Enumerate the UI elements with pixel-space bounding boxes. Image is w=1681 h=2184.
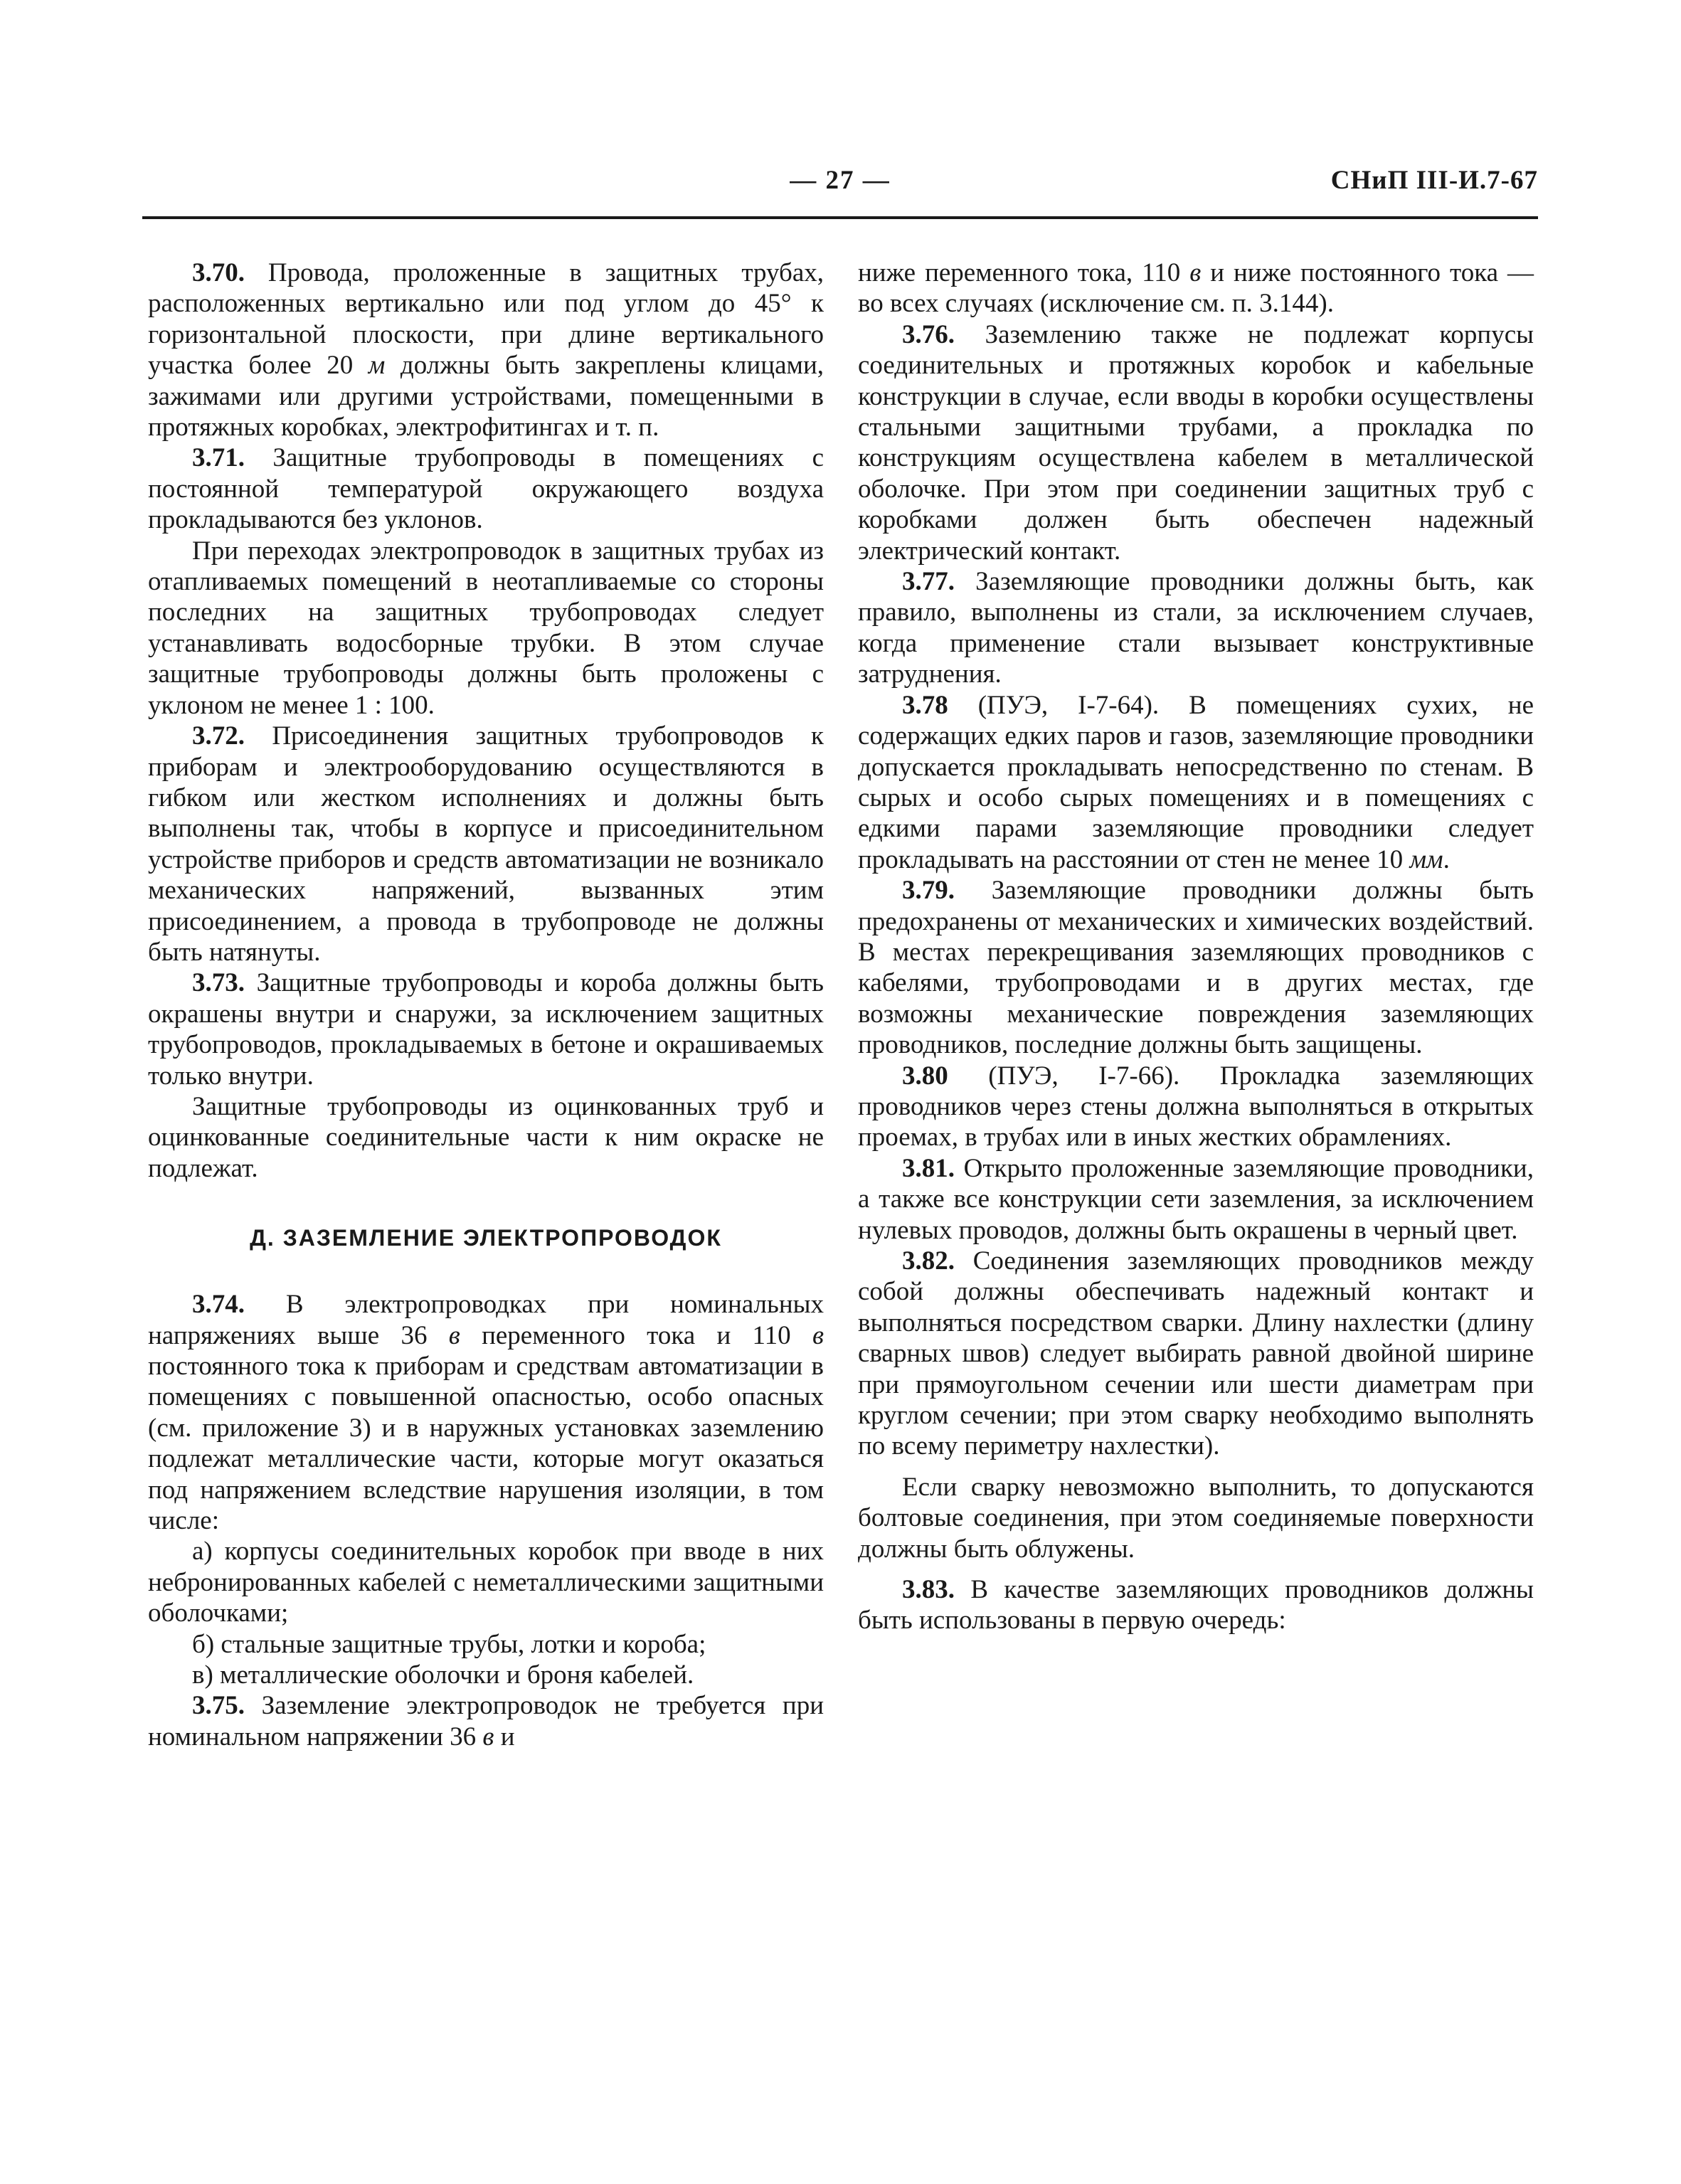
paragraph-text: и ниже постоянного тока — во всех случаях (исключение см. п. 3.144). bbox=[858, 258, 1534, 319]
paragraph-text: В качестве заземляющих проводников должны быть использованы в первую очередь: bbox=[858, 1575, 1534, 1636]
clause-number: 3.72. bbox=[192, 721, 245, 751]
unit-label: в bbox=[448, 1320, 460, 1350]
paragraph-3-71-continued: При переходах электропроводок в защитных трубах из отапливаемых помещений в неотапливаемые со стороны последних на защитных трубопроводах следует устанавливать водосборные трубки. В этом случае защитные трубопроводы должны быть проложены с уклоном не менее 1 : 100. bbox=[148, 536, 824, 720]
paragraph-3-74 bbox=[148, 1289, 824, 1536]
paragraph-text: В электропроводках при номинальных напряжениях выше 36 bbox=[148, 1290, 824, 1350]
paragraph-text: Открыто проложенные заземляющие проводники, а также все конструкции сети заземления, за исключением нулевых проводов, должны быть окрашены в черный цвет. bbox=[858, 1153, 1534, 1245]
paragraph-text: постоянного тока к приборам и средствам автоматизации в помещениях с повышенной опасностью, особо опасных (см. приложение 3) и в наружных установках заземлению подлежат металлические части, которые могут оказаться под напряжением вследствие нарушения изоляции, в том числе: bbox=[148, 1352, 824, 1536]
clause-number: 3.80 bbox=[902, 1061, 948, 1091]
clause-number: 3.73. bbox=[192, 968, 245, 998]
paragraph-3-80 bbox=[858, 1061, 1534, 1153]
page-header bbox=[142, 165, 1538, 208]
paragraph-text: и bbox=[494, 1722, 515, 1751]
paragraph-text: ниже переменного тока, 110 bbox=[858, 258, 1190, 287]
clause-number: 3.77. bbox=[902, 567, 955, 597]
paragraph-3-82-continued: Если сварку невозможно выполнить, то допускаются болтовые соединения, при этом соединяемые поверхности должны быть облужены. bbox=[858, 1472, 1534, 1564]
left-column bbox=[148, 258, 824, 1752]
paragraph-3-81 bbox=[858, 1153, 1534, 1246]
clause-number: 3.82. bbox=[902, 1246, 955, 1276]
spacer bbox=[858, 1564, 1534, 1574]
clause-number: 3.74. bbox=[192, 1290, 245, 1320]
header-rule bbox=[142, 216, 1538, 219]
unit-label: мм bbox=[1409, 844, 1443, 874]
paragraph-text: Соединения заземляющих проводников между собой должны обеспечивать надежный контакт и выполняться посредством сварки. Длину нахлестки (длину сварных швов) следует выбирать равной двойной ширине при прямоугольном сечении или шести диаметрам при круглом сечении; при этом сварку необходимо выполнять по всему периметру нахлестки). bbox=[858, 1246, 1534, 1461]
paragraph-3-76 bbox=[858, 319, 1534, 566]
clause-number: 3.78 bbox=[902, 690, 948, 720]
paragraph-3-78 bbox=[858, 690, 1534, 875]
paragraph-text: должны быть закреплены клицами, зажимами или другими устройствами, помещенными в протяжных коробках, электрофитингах и т. п. bbox=[148, 351, 824, 442]
paragraph-3-83 bbox=[858, 1574, 1534, 1636]
page-number: — 27 — bbox=[790, 166, 891, 195]
unit-label: в bbox=[812, 1320, 824, 1350]
paragraph-text: (ПУЭ, I-7-64). В помещениях сухих, не содержащих едких паров и газов, заземляющие проводники допускается прокладывать непосредственно по стенам. В сырых и особо сырых помещениях и в помещениях с едкими парами заземляющие проводники следует прокладывать на расстоянии от стен не менее 10 bbox=[858, 690, 1534, 874]
paragraph-text: Заземляющие проводники должны быть, как правило, выполнены из стали, за исключением случаев, когда применение стали вызывает конструктивные затруднения. bbox=[858, 567, 1534, 689]
paragraph-text: Провода, проложенные в защитных трубах, расположенных вертикально или под углом до 45° к горизонтальной плоскости, при длине вертикального участка более 20 bbox=[148, 258, 824, 381]
clause-number: 3.71. bbox=[192, 443, 245, 473]
paragraph-text: Защитные трубопроводы в помещениях с постоянной температурой окружающего воздуха прокладываются без уклонов. bbox=[148, 443, 824, 535]
paragraph-text: Присоединения защитных трубопроводов к приборам и электрооборудованию осуществляются в гибком или жестком исполнениях и должны быть выполнены так, чтобы в корпусе и присоединительном устройстве приборов и средств автоматизации не возникало механических напряжений, вызванных этим присоединением, а провода в трубопроводе не должны быть натянуты. bbox=[148, 721, 824, 967]
list-item-a: а) корпусы соединительных коробок при вводе в них небронированных кабелей с неметаллическими защитными оболочками; bbox=[148, 1537, 824, 1628]
paragraph-text: Заземлению также не подлежат корпусы соединительных и протяжных коробок и кабельные конструкции в случае, если вводы в коробки осуществлены стальными защитными трубами, а прокладка по конструкциям осуществлена кабелем в металлической оболочке. При этом при соединении защитных труб с коробками должен быть обеспечен надежный электрический контакт. bbox=[858, 319, 1534, 566]
paragraph-3-79 bbox=[858, 875, 1534, 1060]
document-code: СНиП III-И.7-67 bbox=[1330, 166, 1538, 195]
clause-number: 3.70. bbox=[192, 258, 245, 287]
paragraph-3-82 bbox=[858, 1246, 1534, 1462]
clause-number: 3.76. bbox=[902, 319, 955, 349]
clause-number: 3.79. bbox=[902, 876, 955, 906]
unit-label: м bbox=[368, 351, 386, 381]
paragraph-text: переменного тока и 110 bbox=[460, 1320, 812, 1350]
clause-number: 3.75. bbox=[192, 1691, 245, 1721]
right-column bbox=[858, 258, 1534, 1636]
paragraph-3-71 bbox=[148, 442, 824, 535]
paragraph-3-77 bbox=[858, 566, 1534, 690]
paragraph-text: Защитные трубопроводы и короба должны быть окрашены внутри и снаружи, за исключением защитных трубопроводов, прокладываемых в бетоне и окрашиваемых только внутри. bbox=[148, 968, 824, 1091]
spacer bbox=[858, 1462, 1534, 1472]
clause-number: 3.83. bbox=[902, 1575, 955, 1605]
paragraph-3-70 bbox=[148, 258, 824, 442]
paragraph-text: Заземление электропроводок не требуется при номинальном напряжении 36 bbox=[148, 1691, 824, 1751]
paragraph-text: (ПУЭ, I-7-66). Прокладка заземляющих проводников через стены должна выполняться в открытых проемах, в трубах или в иных жестких обрамлениях. bbox=[858, 1061, 1534, 1152]
paragraph-3-73 bbox=[148, 968, 824, 1091]
unit-label: в bbox=[482, 1722, 494, 1751]
list-item-b: б) стальные защитные трубы, лотки и короба; bbox=[192, 1629, 706, 1659]
unit-label: в bbox=[1189, 258, 1202, 287]
clause-number: 3.81. bbox=[902, 1153, 955, 1183]
paragraph-text: . bbox=[1443, 844, 1450, 874]
paragraph-3-72 bbox=[148, 721, 824, 968]
paragraph-3-73-continued: Защитные трубопроводы из оцинкованных труб и оцинкованные соединительные части к ним окраске не подлежат. bbox=[148, 1091, 824, 1183]
section-heading: Д. ЗАЗЕМЛЕНИЕ ЭЛЕКТРОПРОВОДОК bbox=[250, 1225, 722, 1251]
paragraph-3-75 bbox=[148, 1690, 824, 1752]
list-item-c: в) металлические оболочки и броня кабелей. bbox=[192, 1660, 694, 1690]
paragraph-3-75-continued bbox=[858, 258, 1534, 319]
paragraph-text: Заземляющие проводники должны быть предохранены от механических и химических воздействий. В местах перекрещивания заземляющих проводников с кабелями, трубопроводами и в других местах, где возможны механические повреждения заземляющих проводников, последние должны быть защищены. bbox=[858, 876, 1534, 1060]
